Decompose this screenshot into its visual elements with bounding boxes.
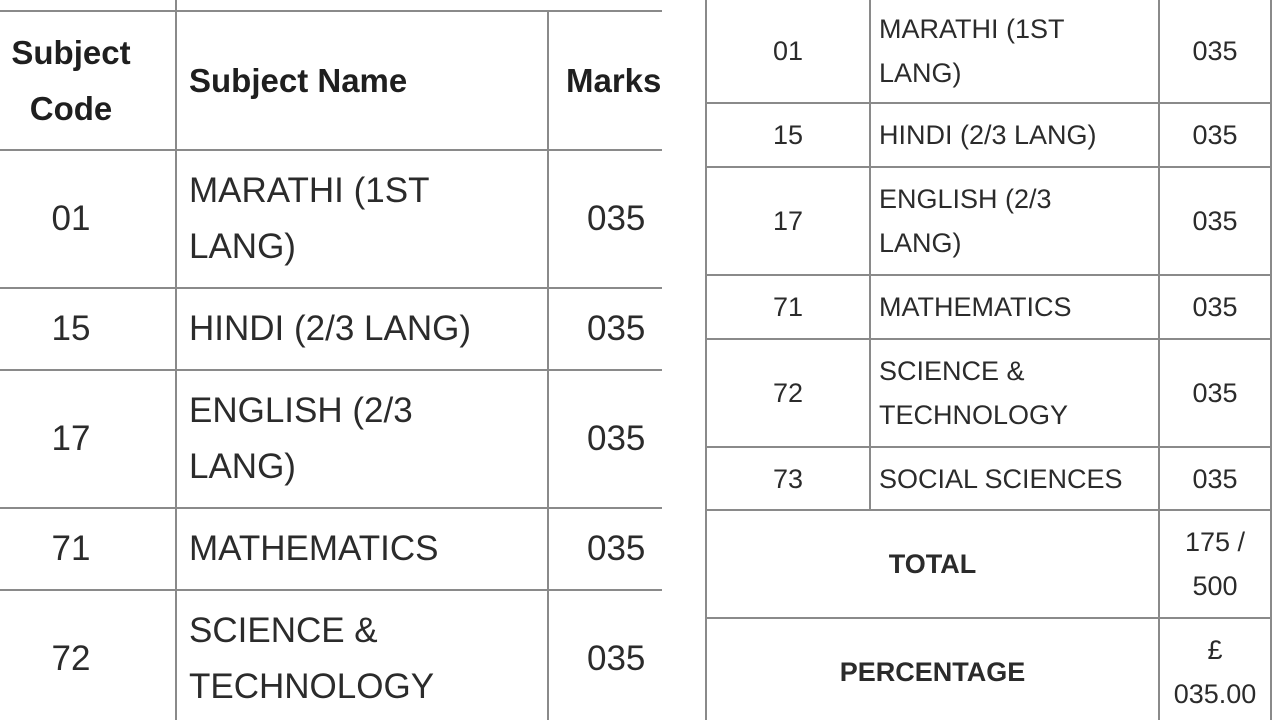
subject-name-cell: ENGLISH (2/3 LANG) — [189, 391, 413, 486]
subject-code-cell: 15 — [772, 120, 804, 150]
subject-code-cell: 15 — [51, 309, 91, 348]
table-border-line — [869, 0, 871, 511]
marks-cell: 035 — [1192, 120, 1238, 150]
marks-cell: 035 — [1192, 292, 1238, 322]
subject-code-cell: 01 — [772, 36, 804, 66]
header-subject-code: Subject Code — [11, 33, 131, 127]
marks-cell: 035 — [587, 199, 646, 238]
marks-cell: 035 — [587, 639, 646, 678]
subject-name-cell: SOCIAL SCIENCES — [879, 463, 1123, 494]
header-marks: Marks — [566, 61, 662, 99]
subject-code-cell: 71 — [51, 529, 91, 568]
marks-cell: 035 — [1192, 463, 1238, 494]
subject-name-cell: HINDI (2/3 LANG) — [879, 120, 1097, 150]
total-label: TOTAL — [888, 549, 977, 579]
subject-code-cell: 73 — [772, 463, 804, 494]
subject-code-cell: 17 — [51, 419, 91, 458]
subject-code-cell: 72 — [51, 639, 91, 678]
percentage-label: PERCENTAGE — [839, 657, 1026, 687]
subject-name-cell: SCIENCE & TECHNOLOGY — [189, 611, 435, 706]
subject-name-cell: ENGLISH (2/3 LANG) — [879, 184, 1052, 258]
table-border-line — [175, 0, 177, 720]
marks-table-full — [668, 0, 1280, 720]
subject-name-cell: MATHEMATICS — [879, 292, 1072, 322]
percentage-value: £ 035.00 — [1173, 635, 1257, 709]
subject-code-cell: 01 — [51, 199, 91, 238]
subject-code-cell: 17 — [772, 206, 804, 236]
subject-name-cell: MARATHI (1ST LANG) — [189, 171, 430, 266]
marks-cell: 035 — [587, 529, 646, 568]
marks-cell: 035 — [587, 309, 646, 348]
subject-code-cell: 72 — [772, 378, 804, 408]
subject-name-cell: MATHEMATICS — [189, 529, 439, 568]
table-border-line — [547, 12, 549, 720]
marks-cell: 035 — [1192, 206, 1238, 236]
table-border-line — [1270, 0, 1272, 720]
subject-name-cell: HINDI (2/3 LANG) — [189, 309, 471, 348]
subject-name-cell: SCIENCE & TECHNOLOGY — [879, 356, 1069, 430]
subject-name-cell: MARATHI (1ST LANG) — [879, 14, 1065, 88]
subject-code-cell: 71 — [772, 292, 804, 322]
marks-cell: 035 — [587, 419, 646, 458]
marks-cell: 035 — [1192, 36, 1238, 66]
total-value: 175 / 500 — [1184, 527, 1246, 601]
marks-cell: 035 — [1192, 378, 1238, 408]
header-subject-name: Subject Name — [189, 61, 408, 99]
